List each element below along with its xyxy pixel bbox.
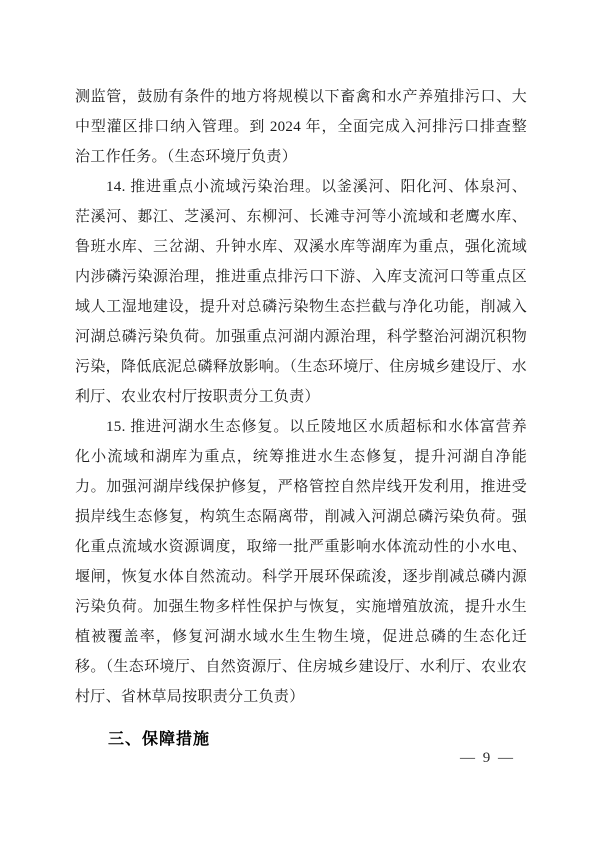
page-number: — 9 — [460,750,515,766]
paragraph-item-14: 14. 推进重点小流域污染治理。以釜溪河、阳化河、体泉河、茫溪河、郪江、芝溪河、东柳河、长滩寺河等小流域和老鹰水库、鲁班水库、三岔湖、升钟水库、双溪水库等湖库为重点，强化流域内涉磷污染源治理，推进重点排污口下游、入库支流河口等重点区域人工湿地建设，提升对总磷污染物生态拦截与净化功能，削减入河湖总磷污染负荷。加强重点河湖内源治理，科学整治河湖沉积物污染，降低底泥总磷释放影响。（生态环境厅、住房城乡建设厅、水利厅、农业农村厅按职责分工负责） [75,179,527,405]
document-content [75,82,527,755]
paragraph-item-15: 15. 推进河湖水生态修复。以丘陵地区水质超标和水体富营养化小流域和湖库为重点，统筹推进水生态修复，提升河湖自净能力。加强河湖岸线保护修复，严格管控自然岸线开发利用，推进受损岸线生态修复，构筑生态隔离带，削减入河湖总磷污染负荷。强化重点流域水资源调度，取缔一批严重影响水体流动性的小水电、堰闸，恢复水体自然流动。科学开展环保疏浚，逐步削减总磷内源污染负荷。加强生物多样性保护与恢复，实施增殖放流，提升水生植被覆盖率，修复河湖水域水生生物生境，促进总磷的生态化迁移。（生态环境厅、自然资源厅、住房城乡建设厅、水利厅、农业农村厅、省林草局按职责分工负责） [75,419,527,705]
section-heading: 三、保障措施 [108,731,211,748]
paragraph-continuation: 测监管，鼓励有条件的地方将规模以下畜禽和水产养殖排污口、大中型灌区排口纳入管理。到 2024 年，全面完成入河排污口排查整治工作任务。（生态环境厅负责） [75,89,527,165]
